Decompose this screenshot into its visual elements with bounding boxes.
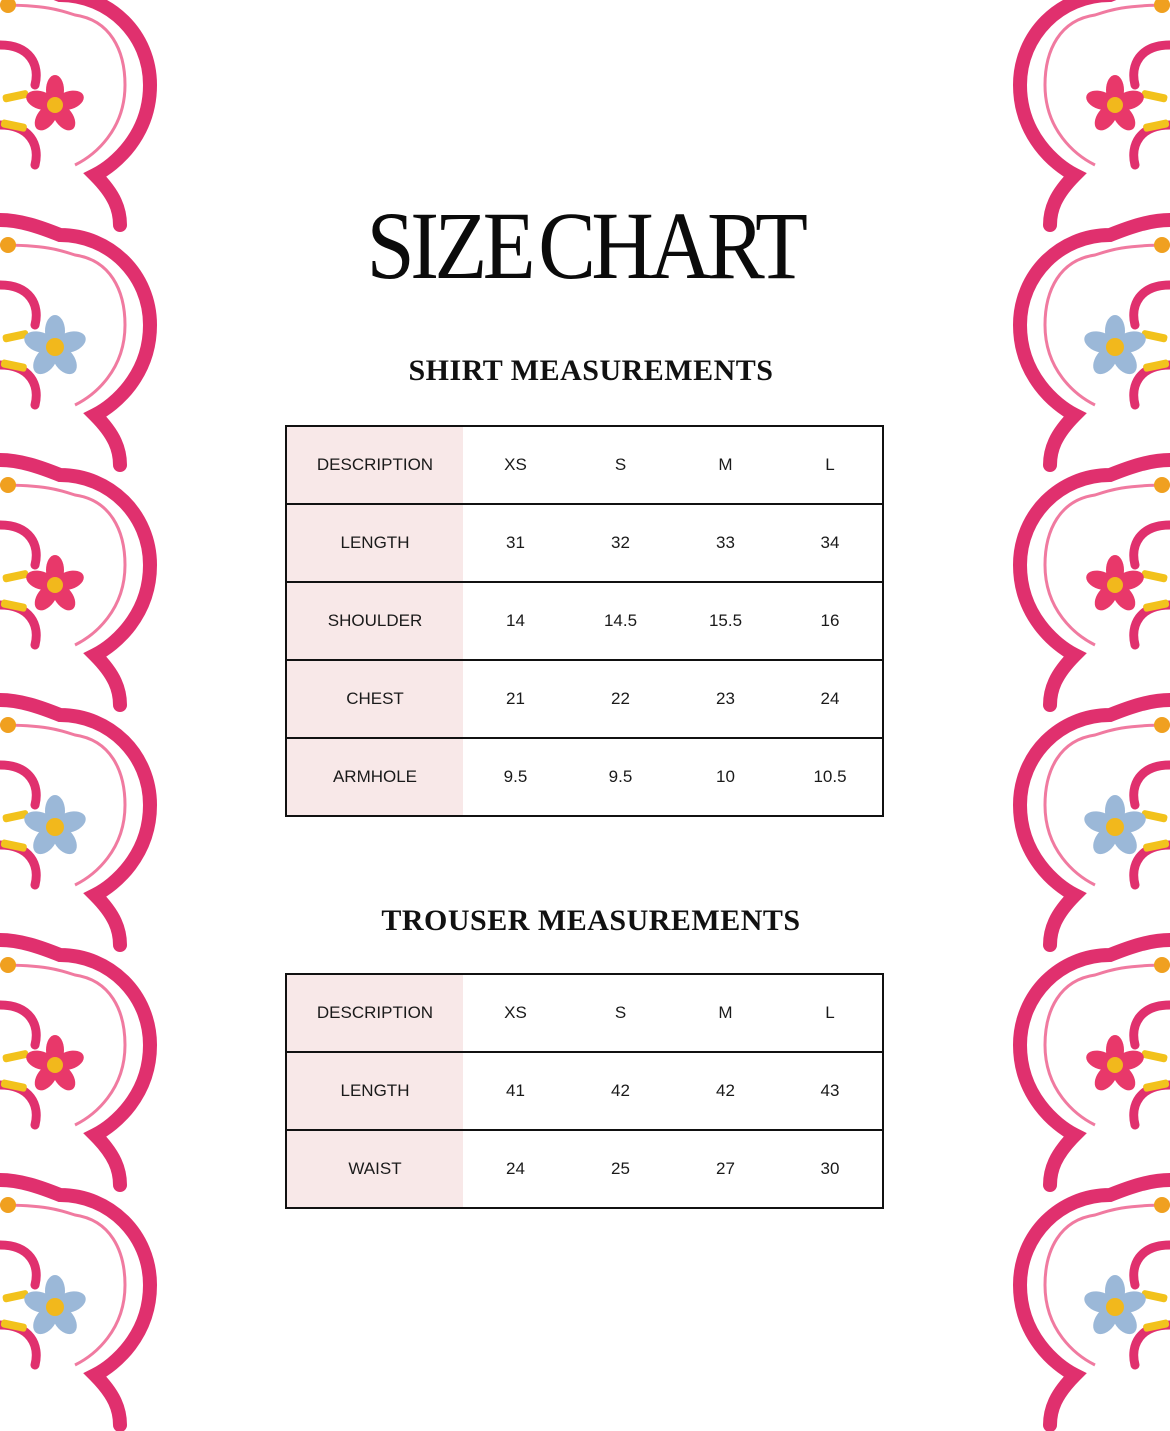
row-label: LENGTH xyxy=(286,504,463,582)
table-cell: 27 xyxy=(673,1130,778,1208)
table-cell: 42 xyxy=(673,1052,778,1130)
row-label: CHEST xyxy=(286,660,463,738)
table-cell: 31 xyxy=(463,504,568,582)
table-cell: 22 xyxy=(568,660,673,738)
row-label: LENGTH xyxy=(286,1052,463,1130)
table-row xyxy=(286,1130,883,1208)
header-cell: M xyxy=(718,1003,733,1022)
header-cell: L xyxy=(825,455,835,474)
table-cell: 23 xyxy=(673,660,778,738)
table-cell: 43 xyxy=(778,1052,883,1130)
table-cell: 33 xyxy=(673,504,778,582)
row-label: SHOULDER xyxy=(286,582,463,660)
table-row xyxy=(286,738,883,816)
table-cell: 30 xyxy=(778,1130,883,1208)
row-label: ARMHOLE xyxy=(286,738,463,816)
table-cell: 24 xyxy=(778,660,883,738)
header-cell: S xyxy=(614,455,627,474)
table-cell: 9.5 xyxy=(568,738,673,816)
table-cell: 32 xyxy=(568,504,673,582)
table-header-row xyxy=(286,426,883,504)
table-cell: 10 xyxy=(673,738,778,816)
header-cell: DESCRIPTION xyxy=(286,426,463,504)
title-word-chart: CHART xyxy=(538,192,804,299)
table-row xyxy=(286,1052,883,1130)
table-row xyxy=(286,582,883,660)
header-cell: M xyxy=(718,455,733,474)
trouser-size-table xyxy=(285,973,884,1209)
table-cell: 14.5 xyxy=(568,582,673,660)
table-cell: 9.5 xyxy=(463,738,568,816)
table-cell: 34 xyxy=(778,504,883,582)
row-label: WAIST xyxy=(286,1130,463,1208)
shirt-section-title: SHIRT MEASUREMENTS xyxy=(408,354,774,387)
table-cell: 41 xyxy=(463,1052,568,1130)
table-row xyxy=(286,504,883,582)
header-cell: DESCRIPTION xyxy=(286,974,463,1052)
header-cell: XS xyxy=(504,1003,527,1022)
table-row xyxy=(286,660,883,738)
table-header-row xyxy=(286,974,883,1052)
table-cell: 16 xyxy=(778,582,883,660)
page-title xyxy=(59,192,1112,299)
table-cell: 25 xyxy=(568,1130,673,1208)
table-cell: 42 xyxy=(568,1052,673,1130)
shirt-size-table xyxy=(285,425,884,817)
trouser-section-title: TROUSER MEASUREMENTS xyxy=(381,904,801,937)
table-cell: 14 xyxy=(463,582,568,660)
title-word-size: SIZE xyxy=(366,192,532,299)
header-cell: L xyxy=(825,1003,835,1022)
table-cell: 10.5 xyxy=(778,738,883,816)
table-cell: 24 xyxy=(463,1130,568,1208)
header-cell: XS xyxy=(504,455,527,474)
header-cell: S xyxy=(614,1003,627,1022)
table-cell: 21 xyxy=(463,660,568,738)
table-cell: 15.5 xyxy=(673,582,778,660)
